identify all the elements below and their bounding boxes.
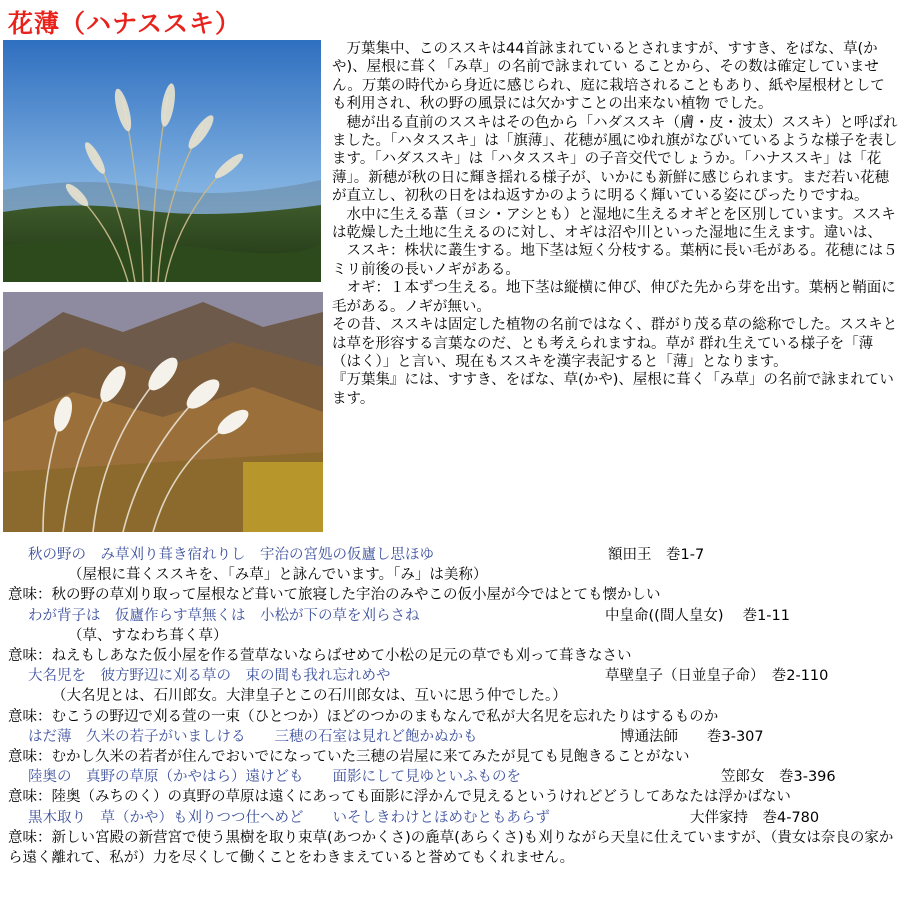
poem-author: 博通法師 巻3-307 [620, 728, 764, 745]
article-paragraph: オギ：１本ずつ生える。地下茎は縦横に伸び、伸びた先から芽を出す。葉柄と鞘面に毛がある。ノギが無い。 [332, 280, 896, 315]
poem-list [8, 545, 896, 868]
poem-text: 大名児を 彼方野辺に刈る草の 束の間も我れ忘れめや [28, 668, 391, 685]
poem-text: 秋の野の み草刈り葺き宿れりし 宇治の宮処の仮廬し思ほゆ [28, 547, 434, 563]
susuki-mountain-illustration [3, 292, 323, 532]
poem-note: （屋根に葺くススキを、「み草」と詠んでいます。「み」は美称） [68, 567, 488, 584]
article-paragraph: 万葉集中、このススキは44首詠まれているとされますが、すすき、をばな、草(かや)、屋根に葺く「み草」の名前で詠まれてい ることから、その数は確定していません。万葉の時代から身近に感じられ、庭に栽培されることもあり、紙や屋根材としても利用され、秋の野の風景には欠かすことの出来ない植物 でした。 [332, 41, 885, 113]
poem-meaning: 意味：むこうの野辺で刈る萱の一束（ひとつか）ほどのつかのまもなんで私が大名児を忘れたりはするものか [8, 708, 719, 725]
poem-meaning: 意味：陸奥（みちのく）の真野の草原は遠くにあっても面影に浮かんで見えるというけれどどうしてあなたは浮かばない [8, 789, 791, 806]
poem-text: 黒木取り 草（かや）も刈りつつ仕へめど いそしきわけとほめむともあらず [28, 809, 550, 826]
poem-line [8, 808, 896, 828]
susuki-mountain-autumn-photo [3, 292, 323, 532]
poem-meaning: 意味：秋の野の草刈り取って屋根など葺いて旅寝した宇治のみやこの仮小屋が今ではとても懐かしい [8, 587, 661, 604]
susuki-under-blue-sky-photo [3, 40, 321, 282]
article-paragraph: 穂が出る直前のススキはその色から「ハダススキ（膚・皮・波太）ススキ）と呼ばれました。「ハタススキ」は「旗薄」、花穂が風にゆれ旗がなびいているような様子を表します。「ハダススキ」は「ハタススキ」の子音交代でしょうか。「ハナススキ」は「花薄」。新穂が秋の日に輝き揺れる様子が、いかにも新鮮に感じられます。まだ若い花穂が直立し、初秋の日をはね返すかのように明るく輝いている姿にぴったりですね。 [332, 114, 898, 205]
poem-text: はだ薄 久米の若子がいましける 三穂の石室は見れど飽かぬかも [28, 728, 478, 745]
article-body [332, 40, 898, 408]
poem-line [8, 727, 896, 747]
article-paragraph: 水中に生える葦（ヨシ・アシとも）と湿地に生えるオギとを区別しています。ススキは乾燥した土地に生えるのに対し、オギは沼や川といった湿地に生えます。違いは、 [332, 206, 896, 242]
article-paragraph: その昔、ススキは固定した植物の名前ではなく、群がり茂る草の総称でした。ススキとは草を形容する言葉なのだ、とも考えられますね。草が 群れ生えている様子を「薄（はく）」と言い、現在もススキを漢字表記すると「薄」となります。 [332, 317, 898, 370]
poem-line [8, 767, 896, 787]
poem-line [8, 666, 896, 686]
article-paragraph: ススキ：株状に叢生する。地下茎は短く分枝する。葉柄に長い毛がある。花穂には５ミリ前後の長いノギがある。 [332, 243, 898, 278]
susuki-sky-illustration [3, 40, 321, 282]
poem-author: 草壁皇子（日並皇子命） 巻2-110 [605, 668, 829, 685]
poem-author: 大伴家持 巻4-780 [690, 809, 820, 826]
poem-note: （草、すなわち葺く草） [68, 627, 228, 644]
article-paragraph: 『万葉集』には、すすき、をばな、草(かや)、屋根に葺く「み草」の名前で詠まれています。 [332, 372, 894, 407]
page-title: 花薄（ハナススキ） [8, 9, 242, 38]
poem-text: 陸奥の 真野の草原（かやはら）遠けども 面影にして見ゆといふものを [28, 769, 521, 786]
poem-author: 中皇命((間人皇女) 巻1-11 [605, 607, 790, 624]
poem-meaning: 意味：むかし久米の若者が住んでおいでになっていた三穂の岩屋に来てみたが見ても見飽きることがない [8, 748, 690, 765]
poem-line [8, 545, 896, 565]
poem-line [8, 606, 896, 626]
poem-text: わが背子は 仮廬作らす草無くは 小松が下の草を刈らさね [28, 607, 420, 624]
poem-note: （大名児とは、石川郎女。大津皇子とこの石川郎女は、互いに思う仲でした。） [52, 688, 567, 705]
poem-meaning: 意味：新しい宮殿の新营宮で使う黒樹を取り束草(あつかくさ)の麁草(あらくさ)も刈りながら天皇に仕えていますが、（貴女は奈良の家から遠く離れて、私が）力を尽くして働くことをわきまえていると誉めてもくれません。 [8, 829, 894, 866]
poem-meaning: 意味：ねえもしあなた仮小屋を作る萱草ないならばせめて小松の足元の草でも刈って葺きなさい [8, 647, 632, 664]
poem-author: 額田王 巻1-7 [608, 547, 705, 563]
poem-author: 笠郎女 巻3-396 [721, 769, 836, 786]
